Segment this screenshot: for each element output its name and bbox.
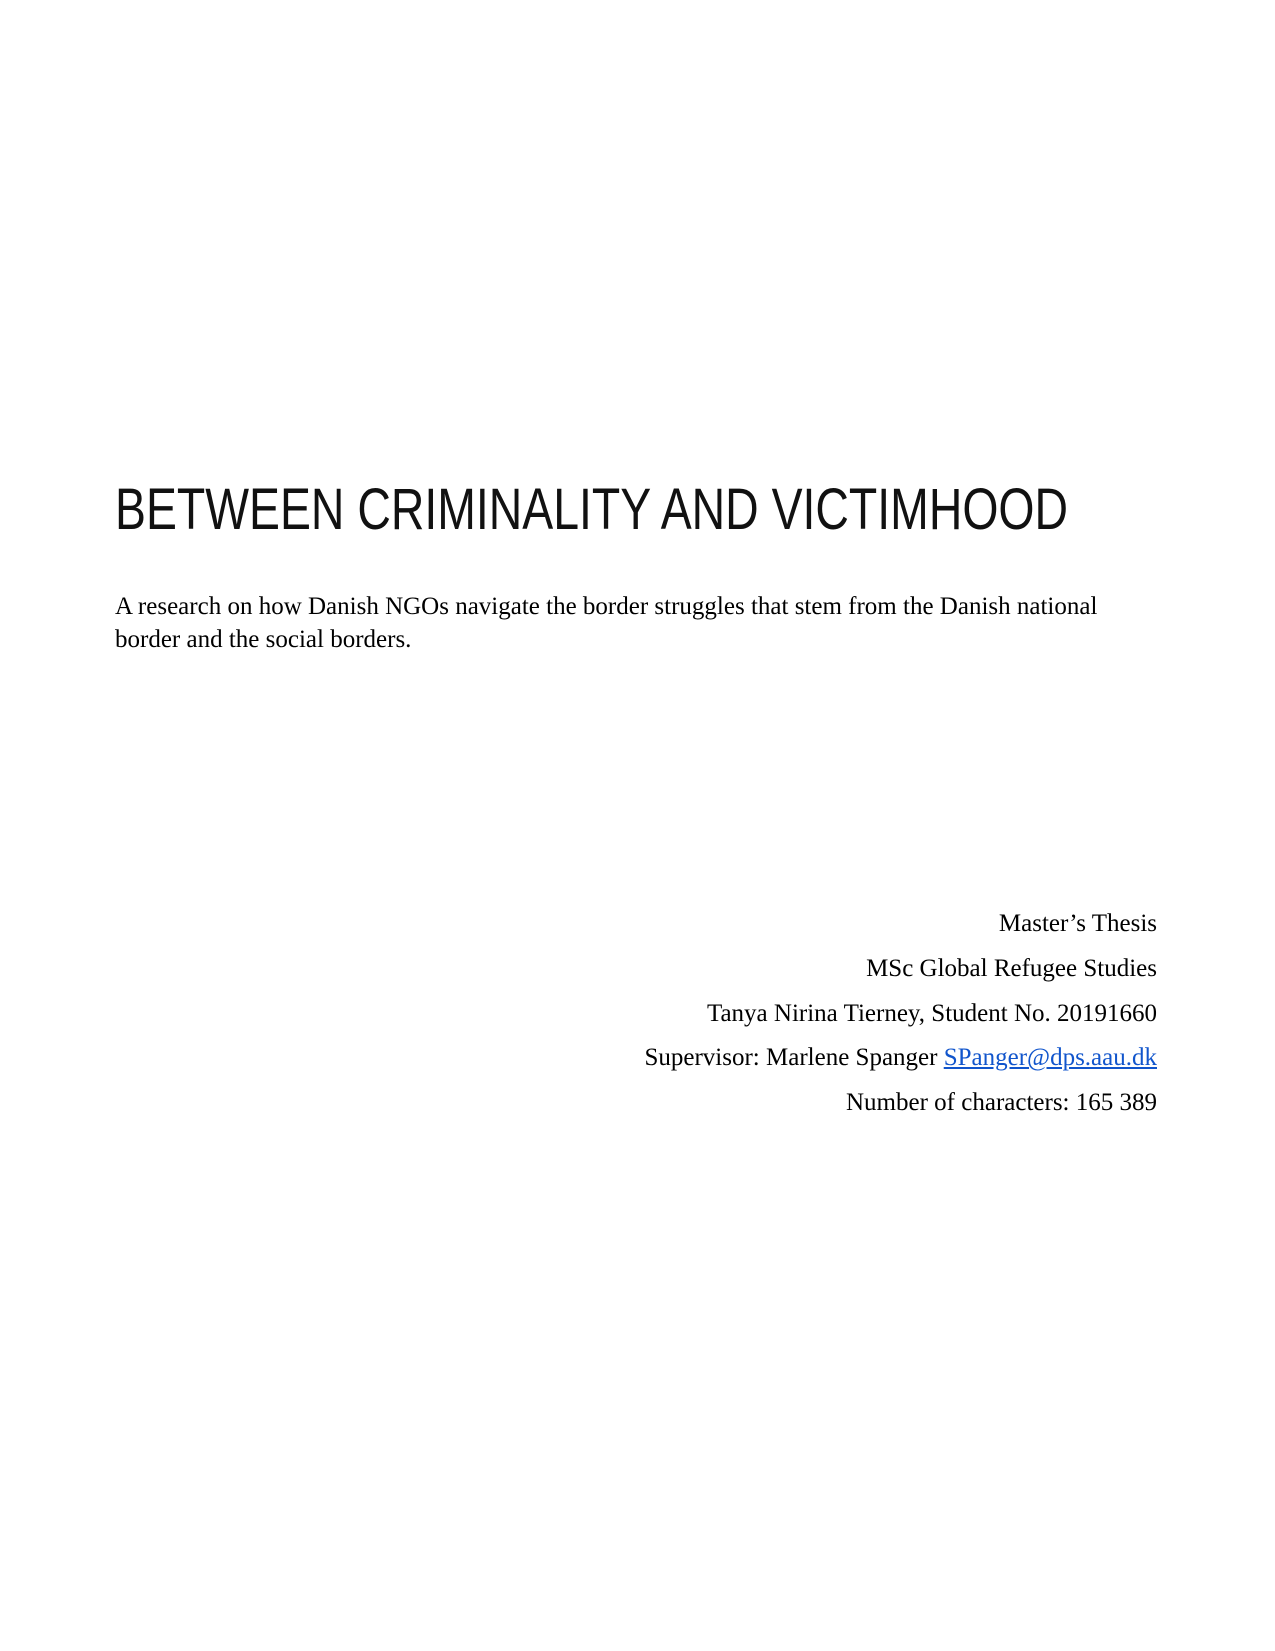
- author-line: Tanya Nirina Tierney, Student No. 20191660: [706, 999, 1157, 1027]
- supervisor-email-link[interactable]: SPanger@dps.aau.dk: [943, 1044, 1157, 1072]
- supervisor-label: Supervisor: Marlene Spanger: [644, 1044, 944, 1072]
- supervisor-line: [115, 1036, 1157, 1081]
- document-title: BETWEEN CRIMINALITY AND VICTIMHOOD: [115, 477, 1069, 542]
- thesis-type-line: Master’s Thesis: [998, 910, 1157, 937]
- document-subtitle: A research on how Danish NGOs navigate the border struggles that stem from the Danish national border and the social borders.: [115, 593, 1098, 653]
- character-count-line: Number of characters: 165 389: [846, 1089, 1157, 1117]
- credits-block: [115, 902, 1157, 1126]
- program-line: MSc Global Refugee Studies: [866, 954, 1157, 982]
